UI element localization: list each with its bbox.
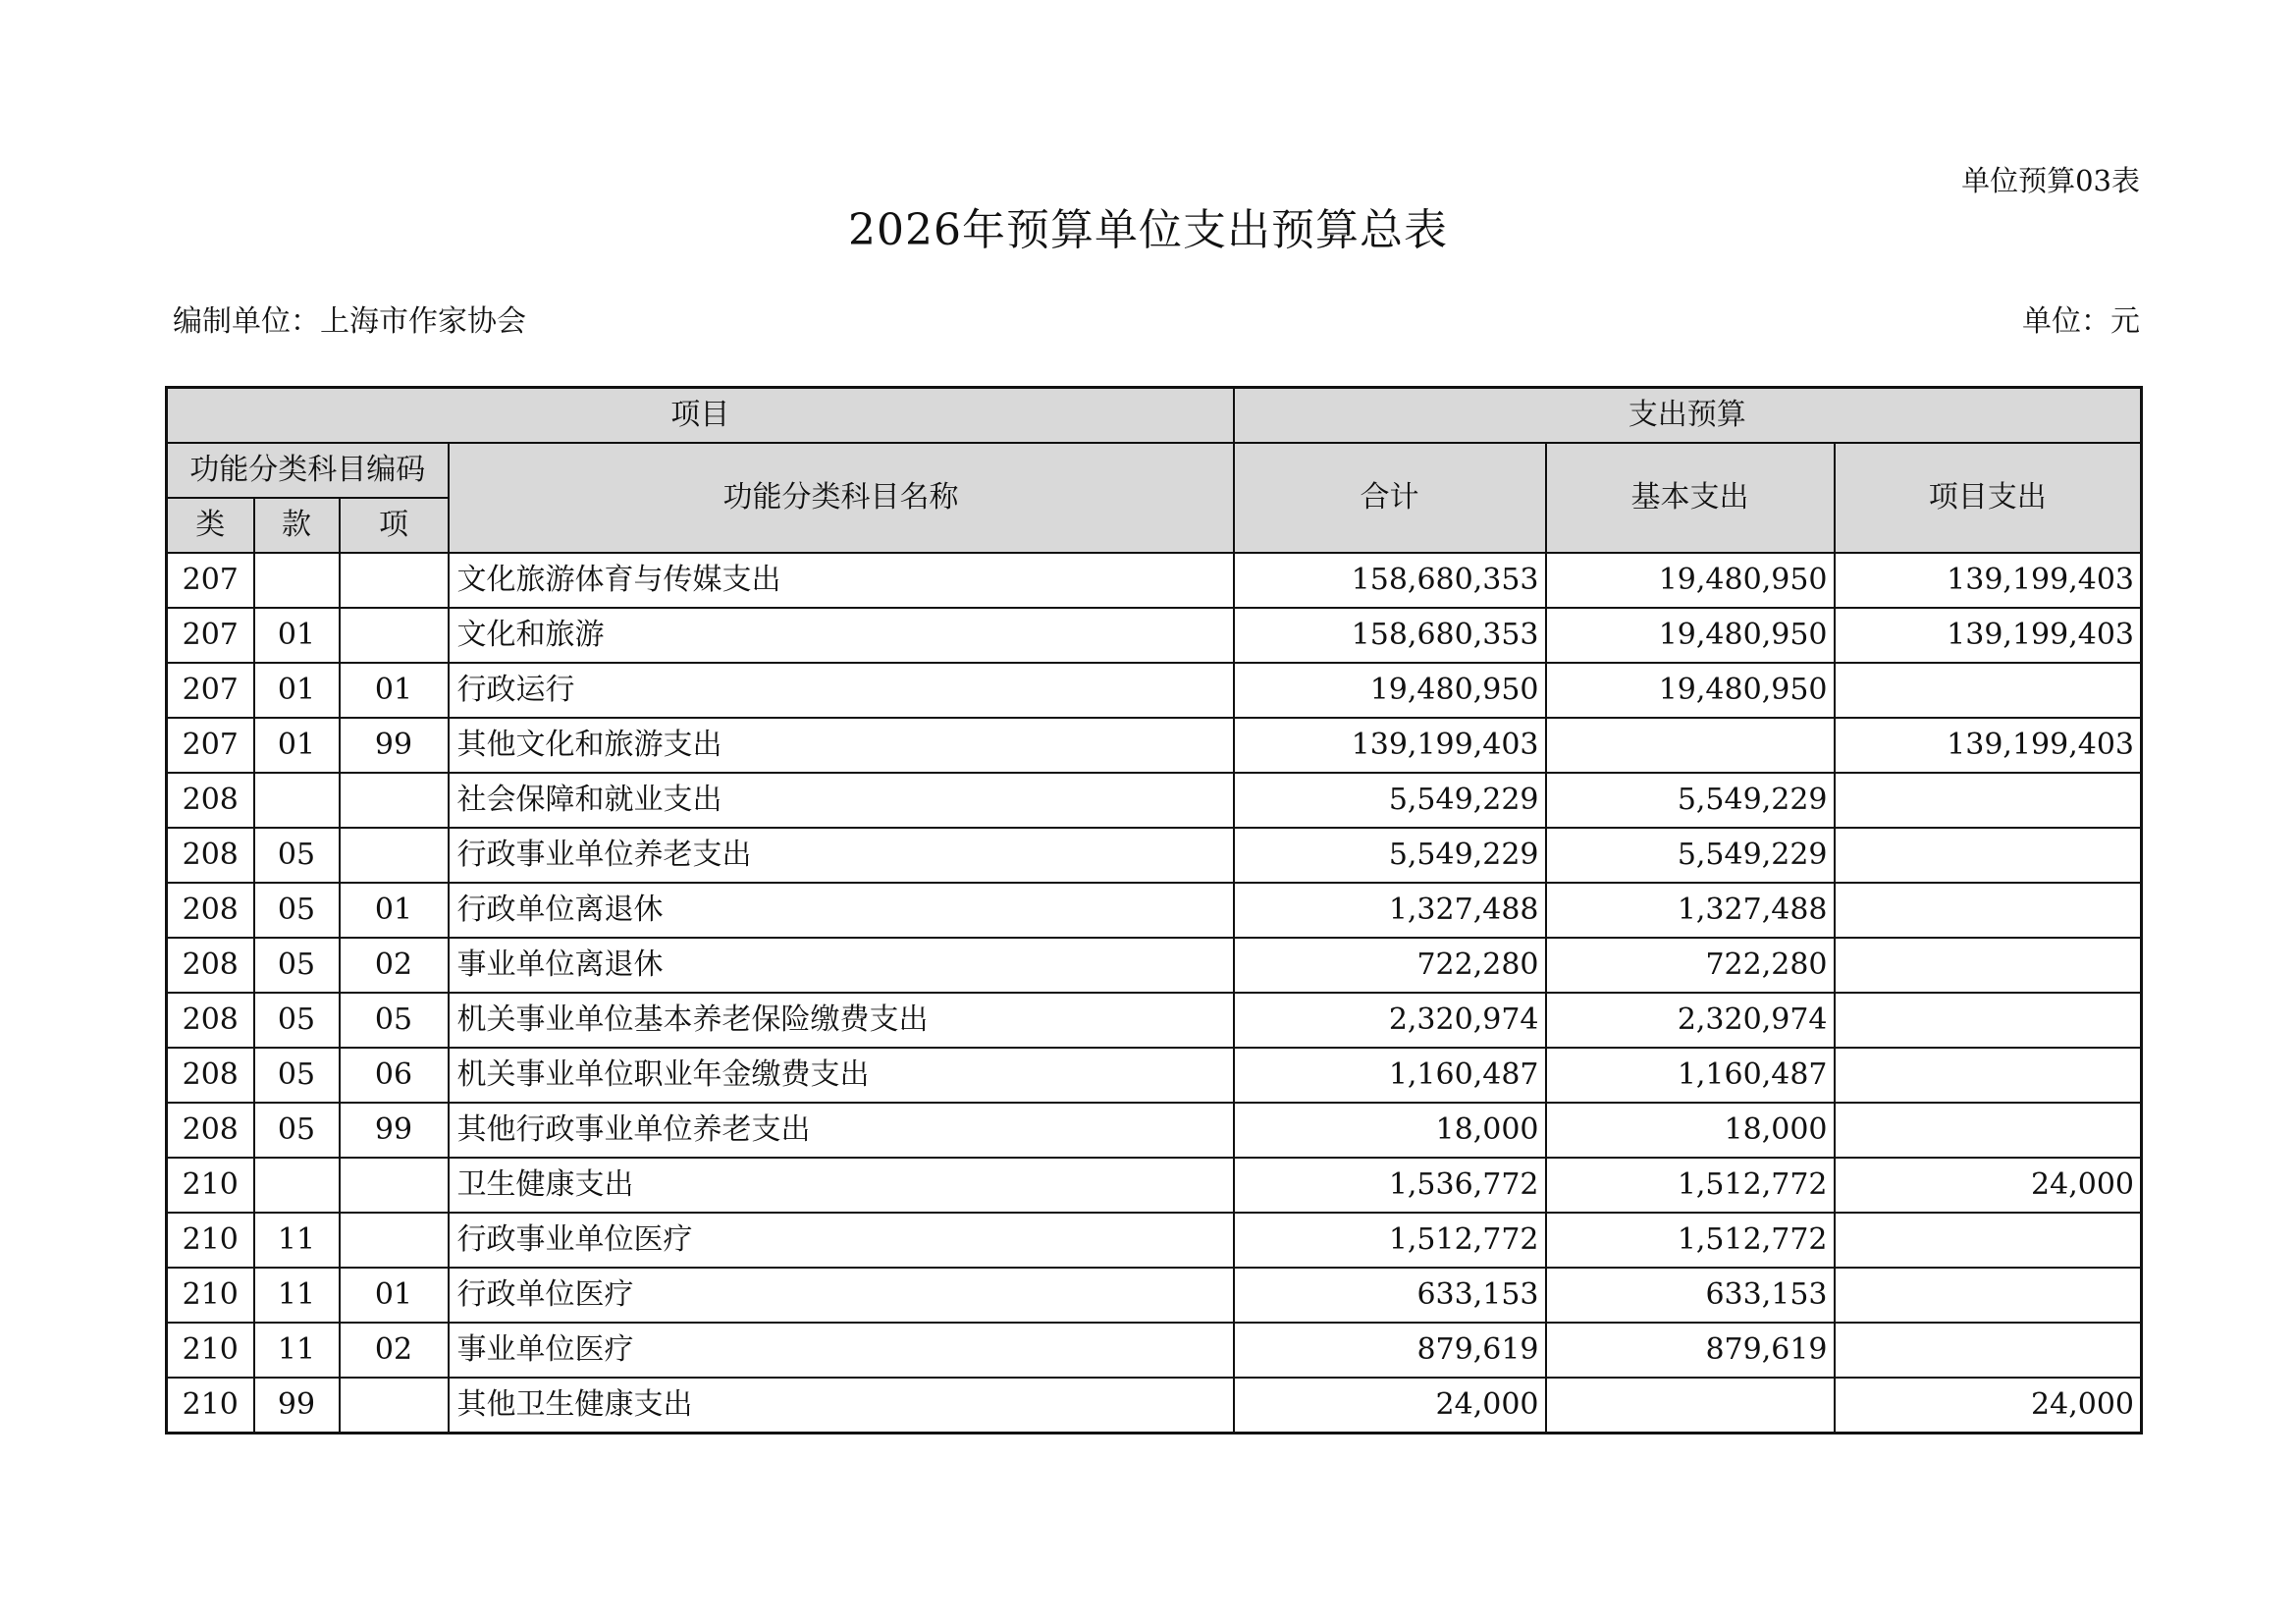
header-lei: 类 [167, 498, 254, 553]
cell-total: 879,619 [1234, 1323, 1546, 1378]
cell-lei: 207 [167, 663, 254, 718]
cell-kuan: 05 [254, 938, 340, 993]
cell-function-name: 其他行政事业单位养老支出 [449, 1103, 1234, 1158]
cell-kuan: 05 [254, 1103, 340, 1158]
cell-project [1835, 1268, 2142, 1323]
cell-project [1835, 1323, 2142, 1378]
cell-basic: 18,000 [1546, 1103, 1835, 1158]
cell-xiang: 99 [340, 718, 449, 773]
cell-project: 139,199,403 [1835, 553, 2142, 608]
cell-basic: 19,480,950 [1546, 608, 1835, 663]
cell-project: 139,199,403 [1835, 608, 2142, 663]
cell-total: 18,000 [1234, 1103, 1546, 1158]
table-row [167, 1323, 2142, 1378]
cell-lei: 210 [167, 1158, 254, 1213]
cell-lei: 210 [167, 1268, 254, 1323]
table-row [167, 883, 2142, 938]
cell-function-name: 事业单位医疗 [449, 1323, 1234, 1378]
cell-basic: 19,480,950 [1546, 663, 1835, 718]
cell-function-name: 文化和旅游 [449, 608, 1234, 663]
cell-function-name: 行政单位离退休 [449, 883, 1234, 938]
cell-kuan: 11 [254, 1268, 340, 1323]
cell-xiang: 06 [340, 1048, 449, 1103]
cell-basic: 722,280 [1546, 938, 1835, 993]
cell-lei: 208 [167, 1048, 254, 1103]
table-row [167, 773, 2142, 828]
cell-xiang [340, 1213, 449, 1268]
cell-lei: 208 [167, 773, 254, 828]
header-basic-expenditure: 基本支出 [1546, 443, 1835, 553]
cell-lei: 207 [167, 608, 254, 663]
cell-lei: 208 [167, 1103, 254, 1158]
cell-function-name: 行政运行 [449, 663, 1234, 718]
cell-xiang: 01 [340, 883, 449, 938]
cell-kuan: 05 [254, 828, 340, 883]
cell-basic: 19,480,950 [1546, 553, 1835, 608]
cell-xiang [340, 608, 449, 663]
cell-function-name: 其他文化和旅游支出 [449, 718, 1234, 773]
cell-project [1835, 993, 2142, 1048]
cell-xiang [340, 828, 449, 883]
header-kuan: 款 [254, 498, 340, 553]
header-total: 合计 [1234, 443, 1546, 553]
cell-xiang: 01 [340, 1268, 449, 1323]
cell-project [1835, 1213, 2142, 1268]
cell-total: 1,512,772 [1234, 1213, 1546, 1268]
table-row [167, 1378, 2142, 1434]
cell-total: 5,549,229 [1234, 828, 1546, 883]
cell-xiang [340, 1378, 449, 1434]
cell-kuan: 11 [254, 1213, 340, 1268]
table-row [167, 663, 2142, 718]
cell-basic: 1,512,772 [1546, 1213, 1835, 1268]
cell-function-name: 事业单位离退休 [449, 938, 1234, 993]
cell-basic: 1,327,488 [1546, 883, 1835, 938]
cell-kuan: 01 [254, 663, 340, 718]
cell-total: 1,327,488 [1234, 883, 1546, 938]
cell-project: 24,000 [1835, 1158, 2142, 1213]
cell-function-name: 机关事业单位基本养老保险缴费支出 [449, 993, 1234, 1048]
cell-project [1835, 1048, 2142, 1103]
table-row [167, 938, 2142, 993]
form-number: 单位预算03表 [1961, 164, 2140, 197]
cell-function-name: 行政单位医疗 [449, 1268, 1234, 1323]
cell-xiang: 02 [340, 938, 449, 993]
cell-project [1835, 938, 2142, 993]
cell-basic [1546, 718, 1835, 773]
currency-unit-label: 单位：元 [2022, 304, 2140, 339]
cell-project [1835, 663, 2142, 718]
cell-kuan: 05 [254, 1048, 340, 1103]
cell-lei: 210 [167, 1213, 254, 1268]
cell-lei: 207 [167, 718, 254, 773]
cell-total: 633,153 [1234, 1268, 1546, 1323]
budget-table [165, 386, 2143, 1435]
cell-kuan: 01 [254, 608, 340, 663]
cell-xiang [340, 553, 449, 608]
cell-basic: 1,512,772 [1546, 1158, 1835, 1213]
cell-total: 5,549,229 [1234, 773, 1546, 828]
cell-function-name: 行政事业单位医疗 [449, 1213, 1234, 1268]
cell-kuan: 11 [254, 1323, 340, 1378]
cell-function-name: 社会保障和就业支出 [449, 773, 1234, 828]
cell-basic: 5,549,229 [1546, 773, 1835, 828]
table-row [167, 1048, 2142, 1103]
header-expenditure-budget: 支出预算 [1234, 388, 2142, 444]
cell-lei: 210 [167, 1378, 254, 1434]
cell-total: 1,160,487 [1234, 1048, 1546, 1103]
table-row [167, 828, 2142, 883]
cell-total: 1,536,772 [1234, 1158, 1546, 1213]
table-row [167, 718, 2142, 773]
cell-function-name: 行政事业单位养老支出 [449, 828, 1234, 883]
cell-kuan: 05 [254, 883, 340, 938]
table-row [167, 1268, 2142, 1323]
cell-xiang: 05 [340, 993, 449, 1048]
table-row [167, 993, 2142, 1048]
cell-total: 19,480,950 [1234, 663, 1546, 718]
header-function-name: 功能分类科目名称 [449, 443, 1234, 553]
page-title: 2026年预算单位支出预算总表 [848, 205, 1448, 255]
table-header [167, 388, 2142, 554]
cell-lei: 208 [167, 828, 254, 883]
cell-basic: 633,153 [1546, 1268, 1835, 1323]
header-xiang: 项 [340, 498, 449, 553]
cell-function-name: 卫生健康支出 [449, 1158, 1234, 1213]
cell-total: 139,199,403 [1234, 718, 1546, 773]
header-project: 项目 [167, 388, 1234, 444]
cell-kuan [254, 773, 340, 828]
cell-total: 24,000 [1234, 1378, 1546, 1434]
table-row [167, 1103, 2142, 1158]
table-row [167, 1213, 2142, 1268]
header-function-code: 功能分类科目编码 [167, 443, 449, 498]
cell-basic: 2,320,974 [1546, 993, 1835, 1048]
table-row [167, 608, 2142, 663]
table-body [167, 553, 2142, 1434]
cell-total: 2,320,974 [1234, 993, 1546, 1048]
cell-kuan: 05 [254, 993, 340, 1048]
cell-total: 158,680,353 [1234, 553, 1546, 608]
compiling-unit-label: 编制单位：上海市作家协会 [173, 304, 526, 339]
cell-project: 139,199,403 [1835, 718, 2142, 773]
cell-basic: 5,549,229 [1546, 828, 1835, 883]
cell-kuan: 01 [254, 718, 340, 773]
cell-project [1835, 773, 2142, 828]
cell-total: 722,280 [1234, 938, 1546, 993]
cell-function-name: 机关事业单位职业年金缴费支出 [449, 1048, 1234, 1103]
cell-lei: 208 [167, 993, 254, 1048]
cell-kuan [254, 1158, 340, 1213]
table-row [167, 553, 2142, 608]
cell-project [1835, 1103, 2142, 1158]
cell-xiang: 02 [340, 1323, 449, 1378]
cell-lei: 210 [167, 1323, 254, 1378]
cell-lei: 208 [167, 883, 254, 938]
cell-basic: 1,160,487 [1546, 1048, 1835, 1103]
cell-function-name: 文化旅游体育与传媒支出 [449, 553, 1234, 608]
cell-project [1835, 828, 2142, 883]
cell-xiang: 01 [340, 663, 449, 718]
header-project-expenditure: 项目支出 [1835, 443, 2142, 553]
cell-xiang [340, 773, 449, 828]
cell-basic: 879,619 [1546, 1323, 1835, 1378]
cell-project: 24,000 [1835, 1378, 2142, 1434]
cell-total: 158,680,353 [1234, 608, 1546, 663]
table-row [167, 1158, 2142, 1213]
cell-kuan: 99 [254, 1378, 340, 1434]
cell-xiang: 99 [340, 1103, 449, 1158]
cell-function-name: 其他卫生健康支出 [449, 1378, 1234, 1434]
cell-xiang [340, 1158, 449, 1213]
cell-lei: 208 [167, 938, 254, 993]
cell-basic [1546, 1378, 1835, 1434]
cell-project [1835, 883, 2142, 938]
cell-kuan [254, 553, 340, 608]
cell-lei: 207 [167, 553, 254, 608]
